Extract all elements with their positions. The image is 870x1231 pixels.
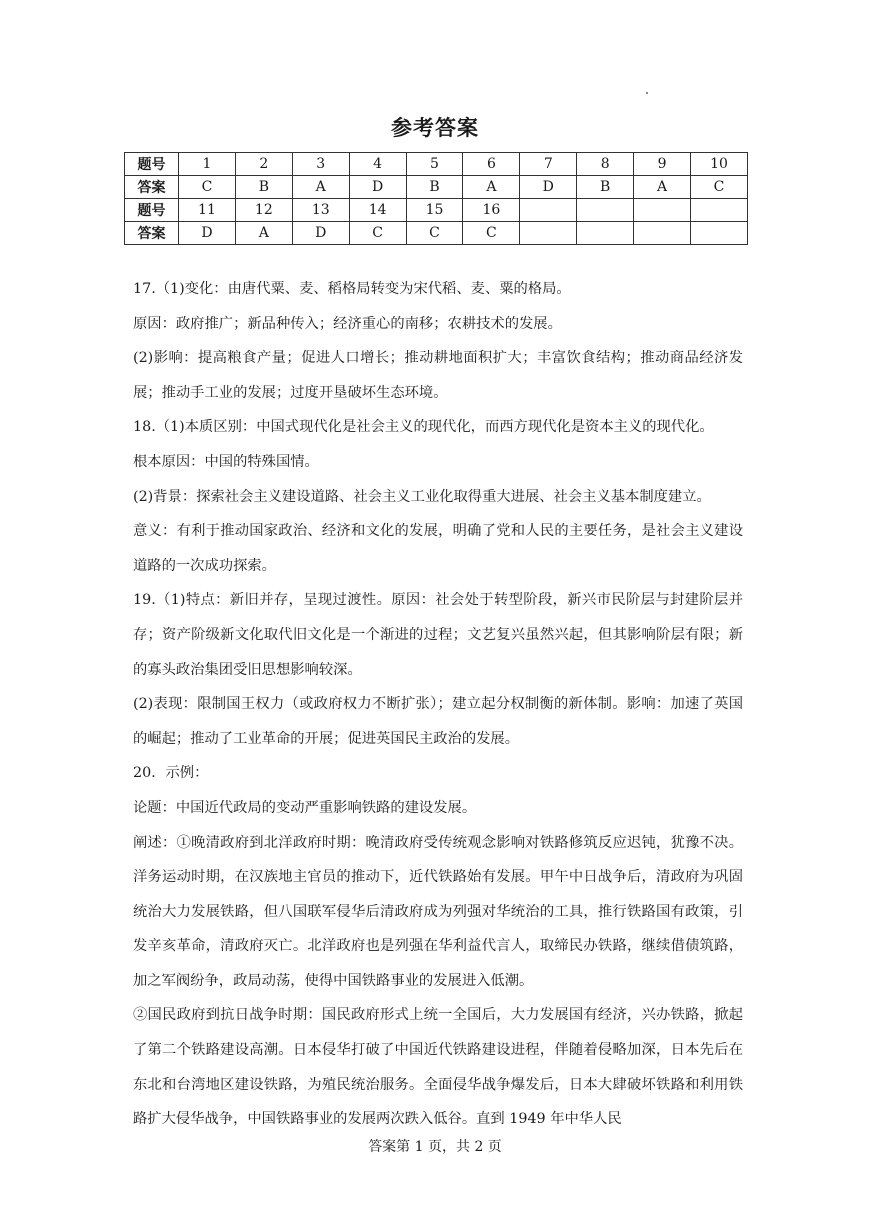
- table-cell: 13: [292, 199, 349, 222]
- page-footer: 答案第 1 页，共 2 页: [368, 1139, 502, 1155]
- table-cell: [520, 222, 577, 245]
- answer-paragraph: ②国民政府到抗日战争时期：国民政府形式上统一全国后，大力发展国有经济，兴办铁路，掀起了第二个铁路建设高潮。日本侵华打破了中国近代铁路建设进程，伴随着侵略加深，日本先后在东北和台湾地区建设铁路，为殖民统治服务。全面侵华战争爆发后，日本大肆破坏铁路和利用铁路扩大侵华战争，中国铁路事业的发展两次跌入低谷。直到 1949 年中华人民: [133, 1007, 743, 1128]
- table-cell: [634, 222, 691, 245]
- table-cell: C: [691, 176, 748, 199]
- answer-paragraph: 18.（1)本质区别：中国式现代化是社会主义的现代化，而西方现代化是资本主义的现代化。: [133, 419, 714, 436]
- answer-paragraph: (2)表现：限制国王权力（或政府权力不断扩张）；建立起分权制衡的新体制。影响：加速了英国的崛起；推动了工业革命的开展；促进英国民主政治的发展。: [133, 696, 743, 747]
- table-cell: [520, 199, 577, 222]
- answer-table: [124, 152, 748, 245]
- row-label: 题号: [125, 199, 179, 222]
- row-label: 答案: [125, 176, 179, 199]
- answer-explanations: [133, 272, 743, 1137]
- answer-paragraph: 17.（1)变化：由唐代粟、麦、稻格局转变为宋代稻、麦、粟的格局。: [133, 281, 571, 297]
- table-cell: A: [235, 222, 292, 245]
- table-row: [125, 199, 748, 222]
- answer-paragraph: 阐述：①晚清政府到北洋政府时期：晚清政府受传统观念影响对铁路修筑反应迟钝，犹豫不决。洋务运动时期，在汉族地主官员的推动下，近代铁路始有发展。甲午中日战争后，清政府为巩固统治大力发展铁路，但八国联军侵华后清政府成为列强对华统治的工具，推行铁路国有政策，引发辛亥革命，清政府灭亡。北洋政府也是列强在华利益代言人，取缔民办铁路，继续借债筑路，加之军阀纷争，政局动荡，使得中国铁路事业的发展进入低潮。: [133, 834, 743, 989]
- table-cell: 2: [235, 153, 292, 176]
- table-row: [125, 176, 748, 199]
- table-cell: C: [179, 176, 236, 199]
- answer-paragraph: 原因：政府推广；新品种传入；经济重心的南移；农耕技术的发展。: [133, 315, 562, 332]
- table-cell: 5: [406, 153, 463, 176]
- table-cell: C: [463, 222, 520, 245]
- table-row: [125, 153, 748, 176]
- answer-paragraph: 意义：有利于推动国家政治、经济和文化的发展，明确了党和人民的主要任务，是社会主义建设道路的一次成功探索。: [133, 523, 743, 574]
- answer-paragraph: 根本原因：中国的特殊国情。: [133, 453, 319, 470]
- table-cell: 11: [179, 199, 236, 222]
- row-label: 题号: [125, 153, 179, 176]
- row-label: 答案: [125, 222, 179, 245]
- table-cell: D: [179, 222, 236, 245]
- table-cell: [691, 222, 748, 245]
- table-cell: [634, 199, 691, 222]
- answer-paragraph: 论题：中国近代政局的变动严重影响铁路的建设发展。: [133, 799, 477, 816]
- answer-paragraph: 20．示例：: [133, 765, 209, 782]
- table-cell: B: [406, 176, 463, 199]
- table-cell: C: [406, 222, 463, 245]
- table-cell: 12: [235, 199, 292, 222]
- table-cell: 10: [691, 153, 748, 176]
- table-cell: A: [634, 176, 691, 199]
- scan-speck: [646, 92, 648, 94]
- answer-paragraph: 19.（1)特点：新旧并存，呈现过渡性。原因：社会处于转型阶段，新兴市民阶层与封建阶层并存；资产阶级新文化取代旧文化是一个渐进的过程；文艺复兴虽然兴起，但其影响阶层有限；新的寡头政治集团受旧思想影响较深。: [133, 592, 743, 678]
- table-cell: [691, 199, 748, 222]
- table-cell: D: [349, 176, 406, 199]
- table-cell: D: [520, 176, 577, 199]
- table-row: [125, 222, 748, 245]
- table-cell: 7: [520, 153, 577, 176]
- table-cell: B: [235, 176, 292, 199]
- table-cell: [577, 199, 634, 222]
- table-cell: A: [292, 176, 349, 199]
- table-cell: A: [463, 176, 520, 199]
- table-cell: 14: [349, 199, 406, 222]
- table-cell: 1: [179, 153, 236, 176]
- table-cell: [577, 222, 634, 245]
- table-cell: 6: [463, 153, 520, 176]
- table-cell: C: [349, 222, 406, 245]
- table-cell: 9: [634, 153, 691, 176]
- table-cell: 4: [349, 153, 406, 176]
- answer-paragraph: (2)背景：探索社会主义建设道路、社会主义工业化取得重大进展、社会主义基本制度建立。: [133, 488, 711, 505]
- page-title: 参考答案: [391, 115, 479, 140]
- table-cell: 15: [406, 199, 463, 222]
- table-cell: 16: [463, 199, 520, 222]
- answer-paragraph: (2)影响：提高粮食产量；促进人口增长；推动耕地面积扩大；丰富饮食结构；推动商品经济发展；推动手工业的发展；过度开垦破坏生态环境。: [133, 350, 743, 401]
- table-cell: 8: [577, 153, 634, 176]
- table-cell: B: [577, 176, 634, 199]
- table-cell: 3: [292, 153, 349, 176]
- table-cell: D: [292, 222, 349, 245]
